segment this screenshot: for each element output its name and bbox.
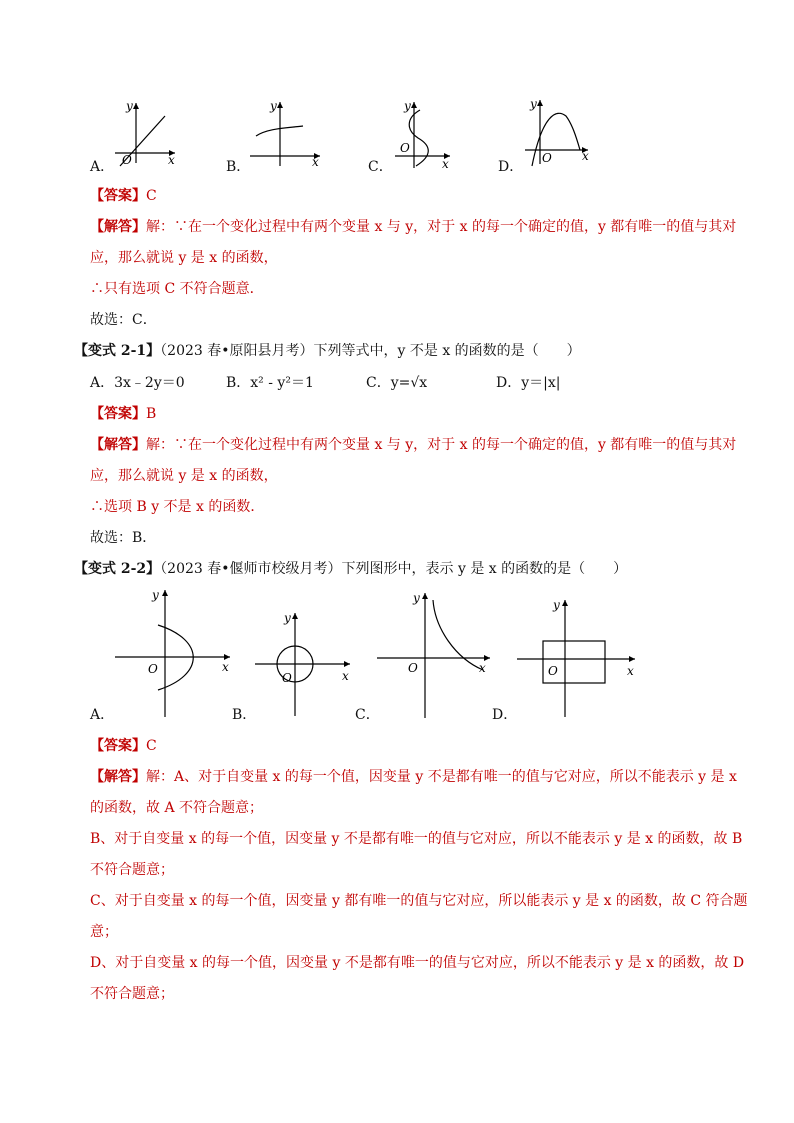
q22-option-d: D． [492,707,518,723]
x-label: x [222,660,229,674]
solution-tag: 【解答】 [90,769,146,785]
x-label: x [342,669,349,683]
q1-option-c: C． [368,159,393,175]
q22-answer-line [90,736,157,756]
y-label: y [270,99,277,113]
answer-value: C [146,188,157,204]
q21-answer-line [90,404,156,424]
y-label: y [413,591,420,605]
x-label: x [627,664,634,678]
y-label: y [553,598,560,612]
q1-solution-line3: ∴只有选项 C 不符合题意． [90,281,264,297]
q21-option-a: A．3x﹣2y＝0 [90,375,185,391]
y-label: y [152,588,159,602]
q22-solution-lineD1: D、对于自变量 x 的每一个值，因变量 y 不是都有唯一的值与它对应，所以不能表示 y 是 x 的函数，故 D [90,955,745,971]
y-label: y [530,97,537,111]
q22-solution-lineB1: B、对于自变量 x 的每一个值，因变量 y 不是都有唯一的值与它对应，所以不能表示 y 是 x 的函数，故 B [90,831,743,847]
q1-graph-d [520,96,595,168]
q22-option-c: C． [355,707,380,723]
q22-graph-c [375,588,495,720]
q1-solution-line4: 故选：C． [90,312,157,328]
q21-solution-line3: ∴选项 B y 不是 x 的函数． [90,499,265,515]
q1-solution-line2: 应，那么就说 y 是 x 的函数， [90,250,278,266]
q1-graph-c [390,98,460,173]
solution-tag: 【解答】 [90,219,146,235]
q1-option-d: D． [498,159,524,175]
q22-solution-lineA2: 的函数，故 A 不符合题意； [90,800,264,816]
q22-solution-lineD2: 不符合题意； [90,986,174,1002]
q21-solution-line4: 故选：B． [90,530,157,546]
answer-tag: 【答案】 [90,406,146,422]
q22-solution-lineC2: 意； [90,924,118,940]
solution-tag: 【解答】 [90,437,146,453]
origin-label: O [408,661,418,675]
q1-graph-a [110,98,180,168]
y-label: y [404,99,411,113]
q22-solution-lineB2: 不符合题意； [90,862,174,878]
q21-option-d: D．y＝|x| [496,375,561,391]
origin-label: O [542,151,552,165]
q22-option-b: B． [232,707,257,723]
question-tag: 【变式 2-1】 [74,343,161,359]
q21-option-b: B．x² - y²＝1 [226,375,314,391]
x-label: x [479,661,486,675]
x-label: x [442,157,449,171]
origin-label: O [548,664,558,678]
q1-solution-line1: 【解答】解：∵在一个变化过程中有两个变量 x 与 y，对于 x 的每一个确定的值，y 都有唯一的值与其对 [90,219,737,235]
question-tag: 【变式 2-2】 [74,561,161,577]
q1-answer-line [90,186,157,206]
y-label: y [284,611,291,625]
q21-solution-line2: 应，那么就说 y 是 x 的函数， [90,468,278,484]
y-label: y [126,99,133,113]
q22-graph-b [250,608,355,718]
q22-option-a: A． [90,707,115,723]
origin-label: O [400,141,410,155]
q21-option-c: C．y=√x [366,375,428,391]
q1-graph-b [248,98,328,168]
x-label: x [312,155,319,168]
q21-stem: 【变式 2-1】（2023 春•原阳县月考）下列等式中，y 不是 x 的函数的是（ ） [74,343,581,359]
q22-graph-a [110,585,240,720]
q22-graph-d [515,595,640,720]
q21-solution-line1: 【解答】解：∵在一个变化过程中有两个变量 x 与 y，对于 x 的每一个确定的值，y 都有唯一的值与其对 [90,437,737,453]
answer-value: C [146,738,157,754]
origin-label: O [148,662,158,676]
answer-tag: 【答案】 [90,738,146,754]
origin-label: O [282,671,292,685]
answer-tag: 【答案】 [90,188,146,204]
q22-solution-lineC1: C、对于自变量 x 的每一个值，因变量 y 都有唯一的值与它对应，所以能表示 y 是 x 的函数，故 C 符合题 [90,893,748,909]
answer-value: B [146,406,157,422]
q22-solution-lineA1: 【解答】解：A、对于自变量 x 的每一个值，因变量 y 不是都有唯一的值与它对应，所以不能表示 y 是 x [90,769,737,785]
q22-stem: 【变式 2-2】（2023 春•偃师市校级月考）下列图形中，表示 y 是 x 的函数的是（ ） [74,561,628,577]
q1-option-a: A． [90,159,115,175]
origin-label: O [122,153,132,167]
x-label: x [168,153,175,167]
x-label: x [582,149,589,163]
q1-option-b: B． [226,159,251,175]
